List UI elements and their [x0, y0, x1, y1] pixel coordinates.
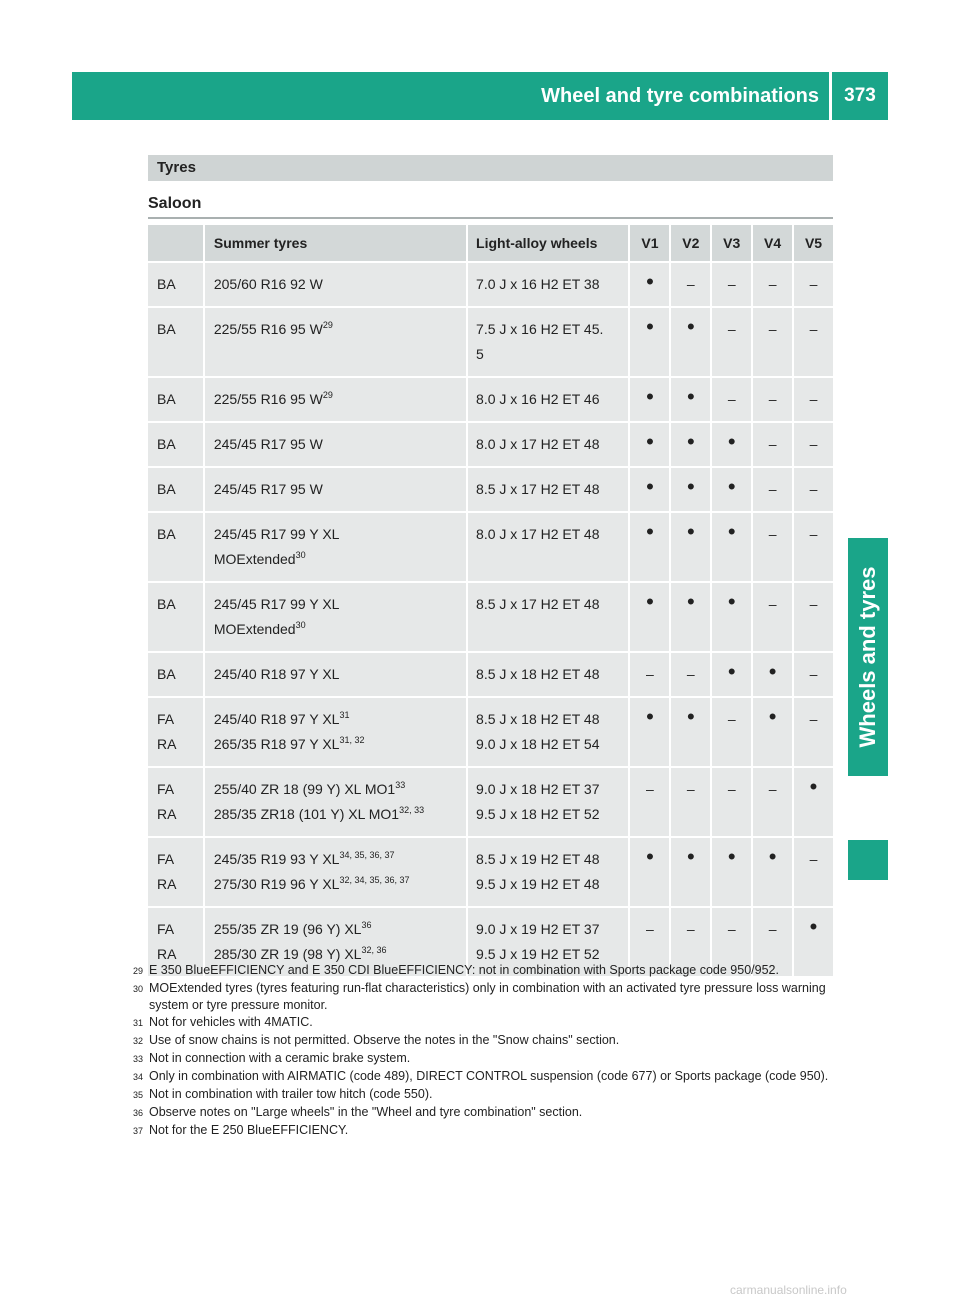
table-row: [148, 308, 833, 378]
tyre-size-text: 245/40 R18 97 Y XL: [213, 666, 340, 682]
v5-mark: [794, 768, 833, 838]
footnote-ref: 34, 35, 36, 37: [339, 850, 395, 860]
not-approved-dash: –: [646, 666, 654, 682]
tyre-size-text: 285/35 ZR18 (101 Y) XL MO1: [213, 806, 400, 822]
footnote-number: 33: [133, 1054, 144, 1064]
approved-dot-icon: •: [768, 659, 777, 684]
col-header-light-alloy-wheels: Light-alloy wheels: [468, 225, 630, 263]
v1-mark: [630, 838, 671, 908]
footnote-text: E 350 BlueEFFICIENCY and E 350 CDI BlueEFFICIENCY: not in combination with Sports package code 950/952.: [149, 963, 779, 977]
footnote-text: Not in connection with a ceramic brake system.: [149, 1051, 411, 1065]
tyre-cell: [205, 513, 468, 583]
v1-mark: [630, 378, 671, 423]
footnote-ref: 29: [322, 390, 333, 400]
footnote-text: Observe notes on "Large wheels" in the "Wheel and tyre combination" section.: [149, 1105, 583, 1119]
not-approved-dash: –: [686, 921, 695, 937]
v1-mark: [630, 423, 671, 468]
subsection-title: Saloon: [148, 195, 202, 212]
footnote-ref: 32, 33: [399, 805, 425, 815]
approved-dot-icon: •: [646, 589, 654, 614]
tyre-size: [214, 777, 465, 802]
wheel-size: 8.5 J x 19 H2 ET 48: [476, 851, 600, 867]
wheel-size: 8.0 J x 17 H2 ET 48: [476, 436, 600, 452]
v1-mark: [630, 653, 671, 698]
tyre-size-text: 285/30 ZR 19 (98 Y) XL: [213, 946, 362, 962]
not-approved-dash: –: [686, 666, 695, 682]
approved-dot-icon: •: [646, 269, 654, 294]
tyre-cell: [205, 378, 468, 423]
tyre-size-text: 225/55 R16 95 W: [213, 321, 323, 337]
v5-mark: [794, 308, 833, 378]
v2-mark: [671, 468, 712, 513]
approved-dot-icon: •: [686, 844, 695, 869]
v3-mark: [712, 768, 753, 838]
v5-mark: [794, 263, 833, 308]
not-approved-dash: –: [809, 391, 818, 407]
tyre-size-text: 205/60 R16 92 W: [213, 276, 323, 292]
table-row: [148, 423, 833, 468]
not-approved-dash: –: [686, 276, 695, 292]
footnote-number: 34: [133, 1072, 144, 1082]
axle-label: BA: [157, 666, 176, 682]
footnotes: [133, 962, 835, 1140]
wheel-size: 8.0 J x 17 H2 ET 48: [476, 526, 600, 542]
wheel-size: 9.5 J x 19 H2 ET 48: [476, 876, 600, 892]
not-approved-dash: –: [768, 481, 777, 497]
v4-mark: [753, 838, 794, 908]
v2-mark: [671, 698, 712, 768]
footnote: [133, 1014, 835, 1032]
col-header-v3: V3: [712, 225, 753, 263]
v4-mark: [753, 378, 794, 423]
v4-mark: [753, 698, 794, 768]
footnote: [133, 1104, 835, 1122]
footnote-text: Use of snow chains is not permitted. Observe the notes in the "Snow chains" section.: [149, 1033, 620, 1047]
tyre-size-text: MOExtended: [213, 621, 296, 637]
v4-mark: [753, 263, 794, 308]
approved-dot-icon: •: [646, 429, 654, 454]
not-approved-dash: –: [727, 781, 736, 797]
v3-mark: [712, 468, 753, 513]
footnote: [133, 980, 835, 1014]
footnote-number: 31: [133, 1018, 144, 1028]
tyre-size-text: 245/45 R17 99 Y XL: [213, 596, 340, 612]
axle-label: RA: [157, 876, 177, 892]
subsection-rule: [148, 217, 833, 219]
approved-dot-icon: •: [686, 429, 695, 454]
tyre-cell: [205, 838, 468, 908]
wheel-size: 9.0 J x 19 H2 ET 37: [476, 921, 600, 937]
wheel-size: 8.5 J x 17 H2 ET 48: [476, 481, 600, 497]
not-approved-dash: –: [809, 276, 818, 292]
not-approved-dash: –: [768, 526, 777, 542]
approved-dot-icon: •: [727, 474, 736, 499]
not-approved-dash: –: [727, 921, 736, 937]
axle-label: BA: [157, 276, 176, 292]
chapter-title: Wheel and tyre combinations: [541, 84, 819, 107]
axle-label: FA: [157, 781, 175, 797]
axle-label: BA: [157, 436, 176, 452]
table-row: [148, 513, 833, 583]
not-approved-dash: –: [727, 276, 736, 292]
tyre-table-body: [148, 263, 833, 978]
col-header-summer-tyres: Summer tyres: [205, 225, 468, 263]
table-row: [148, 653, 833, 698]
not-approved-dash: –: [809, 526, 818, 542]
axle-cell: [148, 768, 205, 838]
v3-mark: [712, 698, 753, 768]
tyre-size: [214, 387, 465, 412]
not-approved-dash: –: [768, 391, 777, 407]
watermark: carmanualsonline.info: [730, 1283, 847, 1297]
tyre-cell: [205, 468, 468, 513]
v3-mark: [712, 263, 753, 308]
footnote: [133, 1086, 835, 1104]
v2-mark: [671, 653, 712, 698]
footnote-ref: 33: [395, 780, 406, 790]
approved-dot-icon: •: [809, 774, 818, 799]
tyre-size-text: 245/35 R19 93 Y XL: [213, 851, 340, 867]
tyre-size: [214, 707, 465, 732]
axle-cell: [148, 653, 205, 698]
v1-mark: [630, 468, 671, 513]
v4-mark: [753, 423, 794, 468]
axle-cell: [148, 263, 205, 308]
not-approved-dash: –: [809, 711, 818, 727]
table-header-row: [148, 225, 833, 263]
v5-mark: [794, 583, 833, 653]
approved-dot-icon: •: [686, 474, 695, 499]
v5-mark: [794, 378, 833, 423]
tyre-size: [214, 592, 465, 617]
approved-dot-icon: •: [646, 519, 654, 544]
not-approved-dash: –: [768, 276, 777, 292]
footnote-ref: 31: [339, 710, 350, 720]
col-header-v4: V4: [753, 225, 794, 263]
wheel-cell: [468, 583, 630, 653]
not-approved-dash: –: [768, 436, 777, 452]
approved-dot-icon: •: [686, 704, 695, 729]
not-approved-dash: –: [809, 851, 818, 867]
section-title: Tyres: [148, 155, 833, 181]
v3-mark: [712, 513, 753, 583]
table-row: [148, 378, 833, 423]
axle-cell: [148, 378, 205, 423]
not-approved-dash: –: [768, 781, 777, 797]
col-header-v5: V5: [794, 225, 833, 263]
wheel-size: 9.5 J x 18 H2 ET 52: [476, 806, 600, 822]
footnote: [133, 1068, 835, 1086]
axle-label: FA: [157, 851, 175, 867]
v2-mark: [671, 308, 712, 378]
table-row: [148, 468, 833, 513]
v2-mark: [671, 768, 712, 838]
axle-label: BA: [157, 481, 176, 497]
footnote-ref: 31, 32: [339, 735, 365, 745]
v5-mark: [794, 468, 833, 513]
axle-label: RA: [157, 806, 177, 822]
tyre-cell: [205, 308, 468, 378]
v4-mark: [753, 513, 794, 583]
wheel-size: 9.0 J x 18 H2 ET 54: [476, 736, 600, 752]
v3-mark: [712, 653, 753, 698]
tyre-cell: [205, 768, 468, 838]
v3-mark: [712, 838, 753, 908]
not-approved-dash: –: [809, 321, 818, 337]
wheel-size: 5: [476, 346, 484, 362]
v2-mark: [671, 423, 712, 468]
page-header: [72, 72, 888, 120]
axle-label: BA: [157, 321, 176, 337]
wheel-cell: [468, 698, 630, 768]
v1-mark: [630, 513, 671, 583]
footnote-ref: 29: [322, 320, 333, 330]
tyre-size: [214, 432, 465, 457]
axle-label: FA: [157, 711, 175, 727]
tyre-size: [214, 272, 465, 297]
wheel-size: 7.5 J x 16 H2 ET 45.: [476, 321, 604, 337]
footnote-number: 37: [133, 1126, 144, 1136]
tyre-size: [214, 802, 465, 827]
v4-mark: [753, 768, 794, 838]
footnote-ref: 30: [295, 550, 306, 560]
v2-mark: [671, 838, 712, 908]
tyre-size-text: 265/35 R18 97 Y XL: [213, 736, 340, 752]
tyre-size-text: 255/40 ZR 18 (99 Y) XL MO1: [213, 781, 396, 797]
tyre-size-text: 255/35 ZR 19 (96 Y) XL: [213, 921, 362, 937]
wheel-cell: [468, 378, 630, 423]
tyre-cell: [205, 698, 468, 768]
wheel-size: 9.0 J x 18 H2 ET 37: [476, 781, 600, 797]
approved-dot-icon: •: [727, 519, 736, 544]
v5-mark: [794, 653, 833, 698]
approved-dot-icon: •: [646, 844, 654, 869]
tyre-size: [214, 477, 465, 502]
v1-mark: [630, 263, 671, 308]
footnote-number: 32: [133, 1036, 144, 1046]
not-approved-dash: –: [768, 596, 777, 612]
tyre-cell: [205, 263, 468, 308]
footnote-number: 35: [133, 1090, 144, 1100]
tyre-size: [214, 732, 465, 757]
page-number: 373: [844, 85, 876, 106]
approved-dot-icon: •: [768, 704, 777, 729]
footnote-text: Not for vehicles with 4MATIC.: [149, 1015, 313, 1029]
axle-label: BA: [157, 596, 176, 612]
wheel-cell: [468, 468, 630, 513]
footnote-text: Not in combination with trailer tow hitch (code 550).: [149, 1087, 433, 1101]
col-header-v1: V1: [630, 225, 671, 263]
table-row: [148, 583, 833, 653]
tyre-size: [214, 847, 465, 872]
table-row: [148, 768, 833, 838]
not-approved-dash: –: [809, 436, 818, 452]
axle-cell: [148, 838, 205, 908]
approved-dot-icon: •: [727, 589, 736, 614]
wheel-size: 8.5 J x 18 H2 ET 48: [476, 666, 600, 682]
wheel-cell: [468, 513, 630, 583]
axle-cell: [148, 513, 205, 583]
tyre-size: [214, 617, 465, 642]
wheel-size: 8.0 J x 16 H2 ET 46: [476, 391, 600, 407]
v2-mark: [671, 263, 712, 308]
not-approved-dash: –: [768, 921, 777, 937]
tyre-size-text: 245/45 R17 95 W: [213, 481, 323, 497]
footnote: [133, 1050, 835, 1068]
v2-mark: [671, 378, 712, 423]
tyre-cell: [205, 583, 468, 653]
approved-dot-icon: •: [727, 844, 736, 869]
v5-mark: [794, 423, 833, 468]
axle-label: RA: [157, 946, 177, 962]
not-approved-dash: –: [727, 711, 736, 727]
tyre-size-text: 245/45 R17 95 W: [213, 436, 323, 452]
wheel-size: 7.0 J x 16 H2 ET 38: [476, 276, 600, 292]
approved-dot-icon: •: [646, 314, 654, 339]
approved-dot-icon: •: [727, 659, 736, 684]
footnote-number: 30: [133, 984, 144, 994]
side-tab: [848, 538, 888, 776]
approved-dot-icon: •: [686, 589, 695, 614]
wheel-size: 9.5 J x 19 H2 ET 52: [476, 946, 600, 962]
wheel-size: 8.5 J x 18 H2 ET 48: [476, 711, 600, 727]
axle-cell: [148, 423, 205, 468]
side-marker: [848, 840, 888, 880]
tyre-size: [214, 662, 465, 687]
v3-mark: [712, 423, 753, 468]
tyre-size-text: 245/40 R18 97 Y XL: [213, 711, 340, 727]
footnote-ref: 36: [361, 920, 372, 930]
v5-mark: [794, 698, 833, 768]
axle-cell: [148, 698, 205, 768]
v1-mark: [630, 768, 671, 838]
v4-mark: [753, 308, 794, 378]
v3-mark: [712, 583, 753, 653]
footnote-ref: 30: [295, 620, 306, 630]
wheel-cell: [468, 838, 630, 908]
not-approved-dash: –: [727, 321, 736, 337]
v3-mark: [712, 308, 753, 378]
approved-dot-icon: •: [686, 314, 695, 339]
approved-dot-icon: •: [646, 384, 654, 409]
footnote-number: 29: [133, 966, 144, 976]
v5-mark: [794, 838, 833, 908]
v4-mark: [753, 468, 794, 513]
footnote-ref: 32, 36: [361, 945, 387, 955]
col-header-axle: [148, 225, 205, 263]
table-row: [148, 838, 833, 908]
tyre-size-text: MOExtended: [213, 551, 296, 567]
approved-dot-icon: •: [768, 844, 777, 869]
col-header-v2: V2: [671, 225, 712, 263]
wheel-cell: [468, 423, 630, 468]
table-row: [148, 263, 833, 308]
not-approved-dash: –: [809, 481, 818, 497]
wheel-cell: [468, 768, 630, 838]
tyre-cell: [205, 653, 468, 698]
v4-mark: [753, 653, 794, 698]
footnote: [133, 1032, 835, 1050]
approved-dot-icon: •: [727, 429, 736, 454]
axle-cell: [148, 468, 205, 513]
not-approved-dash: –: [727, 391, 736, 407]
v4-mark: [753, 583, 794, 653]
approved-dot-icon: •: [646, 474, 654, 499]
v1-mark: [630, 698, 671, 768]
side-tab-label: Wheels and tyres: [855, 566, 880, 748]
tyre-table: [148, 225, 833, 978]
footnote-ref: 32, 34, 35, 36, 37: [339, 875, 410, 885]
tyre-size-text: 275/30 R19 96 Y XL: [213, 876, 340, 892]
not-approved-dash: –: [646, 781, 654, 797]
not-approved-dash: –: [646, 921, 654, 937]
wheel-cell: [468, 653, 630, 698]
tyre-size: [214, 917, 465, 942]
v1-mark: [630, 583, 671, 653]
tyre-cell: [205, 423, 468, 468]
footnote: [133, 962, 835, 980]
wheel-size: 8.5 J x 17 H2 ET 48: [476, 596, 600, 612]
axle-label: BA: [157, 526, 176, 542]
approved-dot-icon: •: [646, 704, 654, 729]
tyre-size: [214, 547, 465, 572]
not-approved-dash: –: [768, 321, 777, 337]
axle-cell: [148, 583, 205, 653]
tyre-size-text: 245/45 R17 99 Y XL: [213, 526, 340, 542]
footnote: [133, 1122, 835, 1140]
footnote-text: Only in combination with AIRMATIC (code 489), DIRECT CONTROL suspension (code 677) or Sports package (code 950).: [149, 1069, 829, 1083]
not-approved-dash: –: [809, 666, 818, 682]
approved-dot-icon: •: [686, 519, 695, 544]
wheel-cell: [468, 263, 630, 308]
wheel-cell: [468, 308, 630, 378]
tyre-size-text: 225/55 R16 95 W: [213, 391, 323, 407]
approved-dot-icon: •: [686, 384, 695, 409]
v3-mark: [712, 378, 753, 423]
v5-mark: [794, 513, 833, 583]
footnote-text: MOExtended tyres (tyres featuring run-flat characteristics) only in combination with an activated tyre pressure loss warning system or tyre pressure monitor.: [149, 981, 826, 1012]
table-row: [148, 698, 833, 768]
footnote-number: 36: [133, 1108, 144, 1118]
axle-cell: [148, 308, 205, 378]
axle-label: FA: [157, 921, 175, 937]
v1-mark: [630, 308, 671, 378]
footnote-text: Not for the E 250 BlueEFFICIENCY.: [149, 1123, 349, 1137]
tyre-size: [214, 872, 465, 897]
tyre-size: [214, 522, 465, 547]
v2-mark: [671, 513, 712, 583]
tyre-size: [214, 317, 465, 342]
axle-label: BA: [157, 391, 176, 407]
not-approved-dash: –: [809, 596, 818, 612]
approved-dot-icon: •: [809, 914, 818, 939]
not-approved-dash: –: [686, 781, 695, 797]
axle-label: RA: [157, 736, 177, 752]
v2-mark: [671, 583, 712, 653]
